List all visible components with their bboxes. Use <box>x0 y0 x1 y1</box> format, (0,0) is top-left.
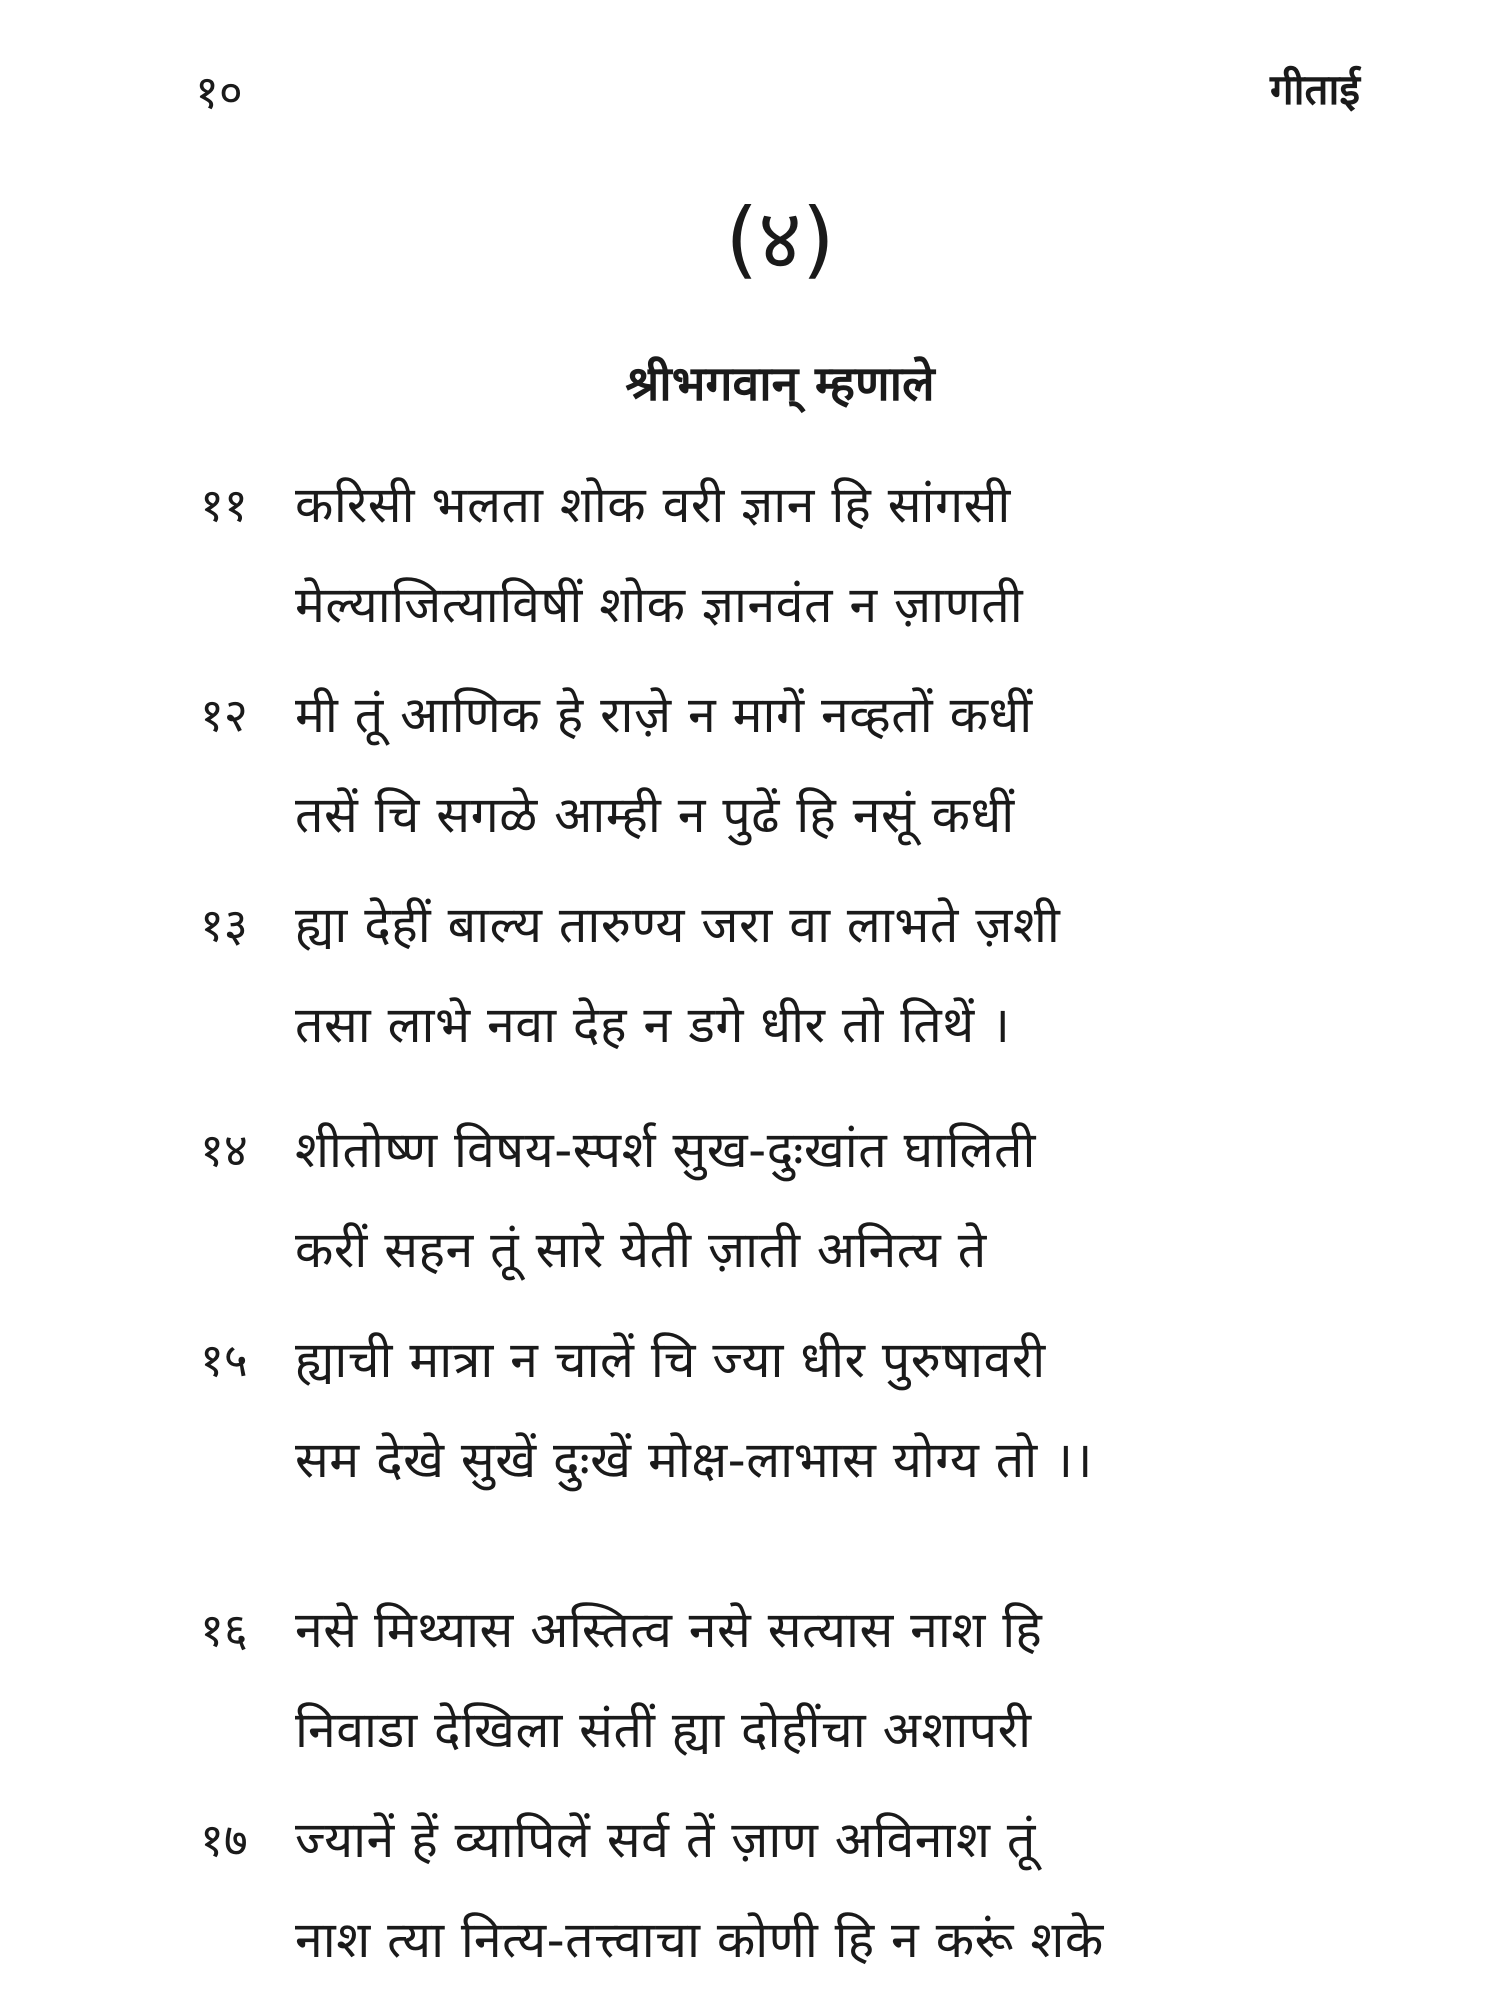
verse-number: १७ <box>200 1813 248 1867</box>
verse-line: ह्या देहीं बाल्य तारुण्य जरा वा लाभते ज़शी <box>295 896 1061 954</box>
verse-number: १२ <box>200 688 248 742</box>
verse-number: १३ <box>200 898 248 952</box>
verse-line: मेल्याजित्याविषीं शोक ज्ञानवंत न ज़ाणती <box>295 576 1024 634</box>
verse-line: तसें चि सगळे आम्ही न पुढें हि नसूं कधीं <box>295 786 1015 844</box>
verse-line: मी तूं आणिक हे राज़े न मागें नव्हतों कधीं <box>295 686 1033 744</box>
verse-line: निवाडा देखिला संतीं ह्या दोहींचा अशापरी <box>295 1701 1032 1759</box>
verse-number: १५ <box>200 1333 248 1387</box>
running-title: गीताई <box>1270 65 1360 114</box>
verse-line: करिसी भलता शोक वरी ज्ञान हि सांगसी <box>295 476 1011 534</box>
verse-line: ह्याची मात्रा न चालें चि ज्या धीर पुरुषावरी <box>295 1331 1046 1389</box>
verse-number: १४ <box>200 1123 248 1177</box>
verse-line: नसे मिथ्यास अस्तित्व नसे सत्यास नाश हि <box>295 1601 1043 1659</box>
verse-line: ज्यानें हें व्यापिलें सर्व तें ज़ाण अविनाश तूं <box>295 1811 1036 1869</box>
verse-line: शीतोष्ण विषय-स्पर्श सुख-दुःखांत घालिती <box>295 1121 1036 1179</box>
speaker-heading: श्रीभगवान् म्हणाले <box>625 356 935 412</box>
page-number: १० <box>195 65 243 119</box>
verse-line: करीं सहन तूं सारे येती ज़ाती अनित्य ते <box>295 1221 987 1279</box>
chapter-number: (४) <box>725 190 835 288</box>
verse-number: १६ <box>200 1603 248 1657</box>
verse-line: सम देखे सुखें दुःखें मोक्ष-लाभास योग्य तो ।। <box>295 1431 1093 1489</box>
verse-line: नाश त्या नित्य-तत्त्वाचा कोणी हि न करूं शके <box>295 1911 1104 1969</box>
verse-line: तसा लाभे नवा देह न डगे धीर तो तिथें । <box>295 996 1011 1054</box>
verse-number: ११ <box>200 478 248 532</box>
